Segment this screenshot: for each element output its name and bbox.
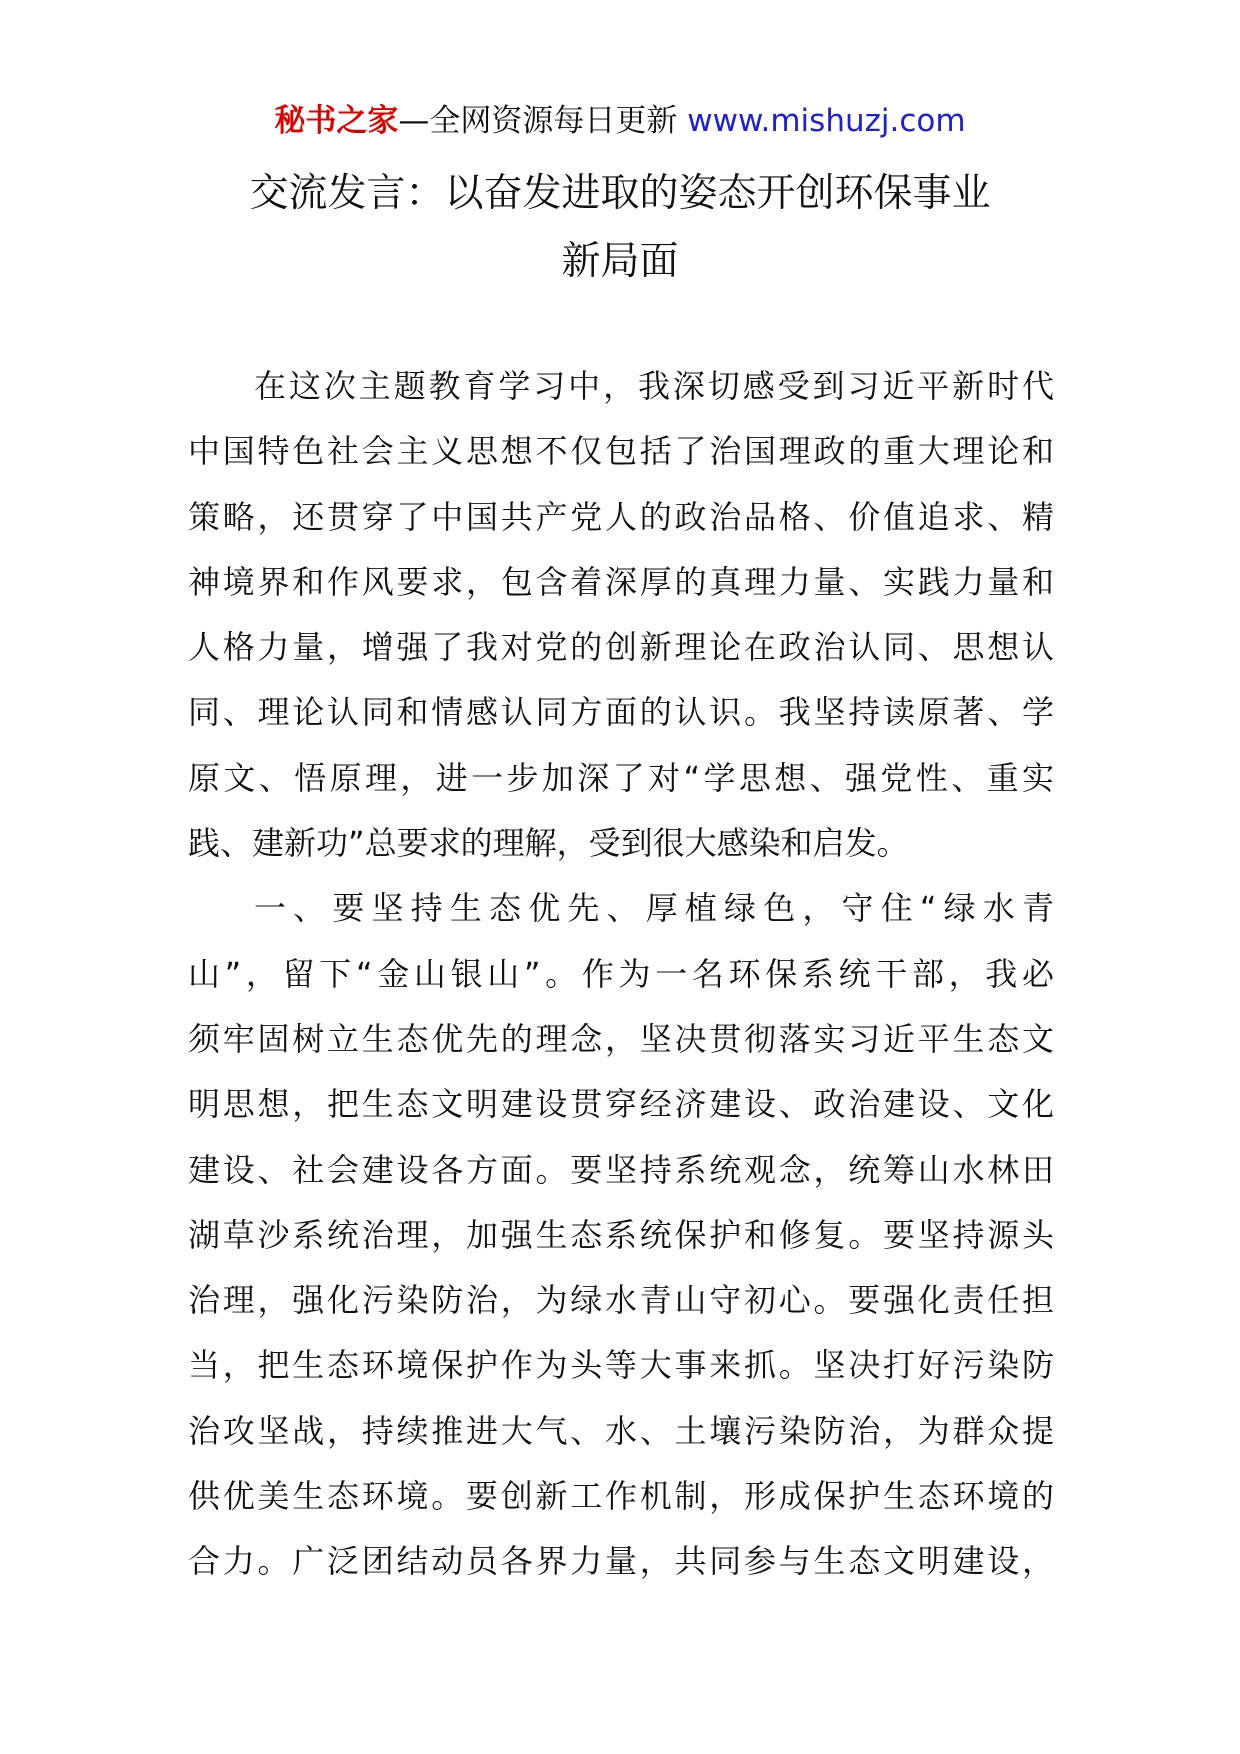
title-line-1: 交流发言：以奋发进取的姿态开创环保事业 xyxy=(249,171,991,216)
brand-name: 秘书之家 xyxy=(274,103,399,139)
site-header xyxy=(0,98,1240,144)
body-line: 原文、悟原理，进一步加深了对“学思想、强党性、重实 xyxy=(188,758,1054,797)
body-line: 治攻坚战，持续推进大气、水、土壤污染防治，为群众提 xyxy=(188,1411,1054,1450)
site-url-link[interactable]: www.mishuzj.com xyxy=(687,103,966,139)
body-line: 合力。广泛团结动员各界力量，共同参与生态文明建设， xyxy=(188,1542,1054,1581)
header-tagline: —全网资源每日更新 xyxy=(398,103,688,139)
body-line: 山”，留下“金山银山”。作为一名环保系统干部，我必 xyxy=(188,954,1054,993)
body-line: 明思想，把生态文明建设贯穿经济建设、政治建设、文化 xyxy=(188,1085,1054,1124)
document-body xyxy=(188,354,1054,1595)
body-line: 神境界和作风要求，包含着深厚的真理力量、实践力量和 xyxy=(188,562,1054,601)
body-line: 同、理论认同和情感认同方面的认识。我坚持读原著、学 xyxy=(188,693,1054,732)
body-line: 践、建新功”总要求的理解，受到很大感染和启发。 xyxy=(188,824,909,863)
body-line: 当，把生态环境保护作为头等大事来抓。坚决打好污染防 xyxy=(188,1346,1054,1385)
section-heading-line: 一、要坚持生态优先、厚植绿色，守住“绿水青 xyxy=(254,889,1054,928)
document-title xyxy=(0,160,1240,296)
body-line: 湖草沙系统治理，加强生态系统保护和修复。要坚持源头 xyxy=(188,1215,1054,1254)
body-line: 在这次主题教育学习中，我深切感受到习近平新时代 xyxy=(254,367,1054,405)
body-line: 治理，强化污染防治，为绿水青山守初心。要强化责任担 xyxy=(188,1281,1054,1320)
body-line: 策略，还贯穿了中国共产党人的政治品格、价值追求、精 xyxy=(188,497,1054,536)
body-line: 供优美生态环境。要创新工作机制，形成保护生态环境的 xyxy=(188,1477,1054,1516)
title-line-2: 新局面 xyxy=(561,239,679,284)
body-line: 中国特色社会主义思想不仅包括了治国理政的重大理论和 xyxy=(188,432,1054,471)
body-line: 须牢固树立生态优先的理念，坚决贯彻落实习近平生态文 xyxy=(188,1019,1054,1058)
body-line: 人格力量，增强了我对党的创新理论在政治认同、思想认 xyxy=(188,628,1054,667)
body-line: 建设、社会建设各方面。要坚持系统观念，统筹山水林田 xyxy=(188,1150,1054,1189)
